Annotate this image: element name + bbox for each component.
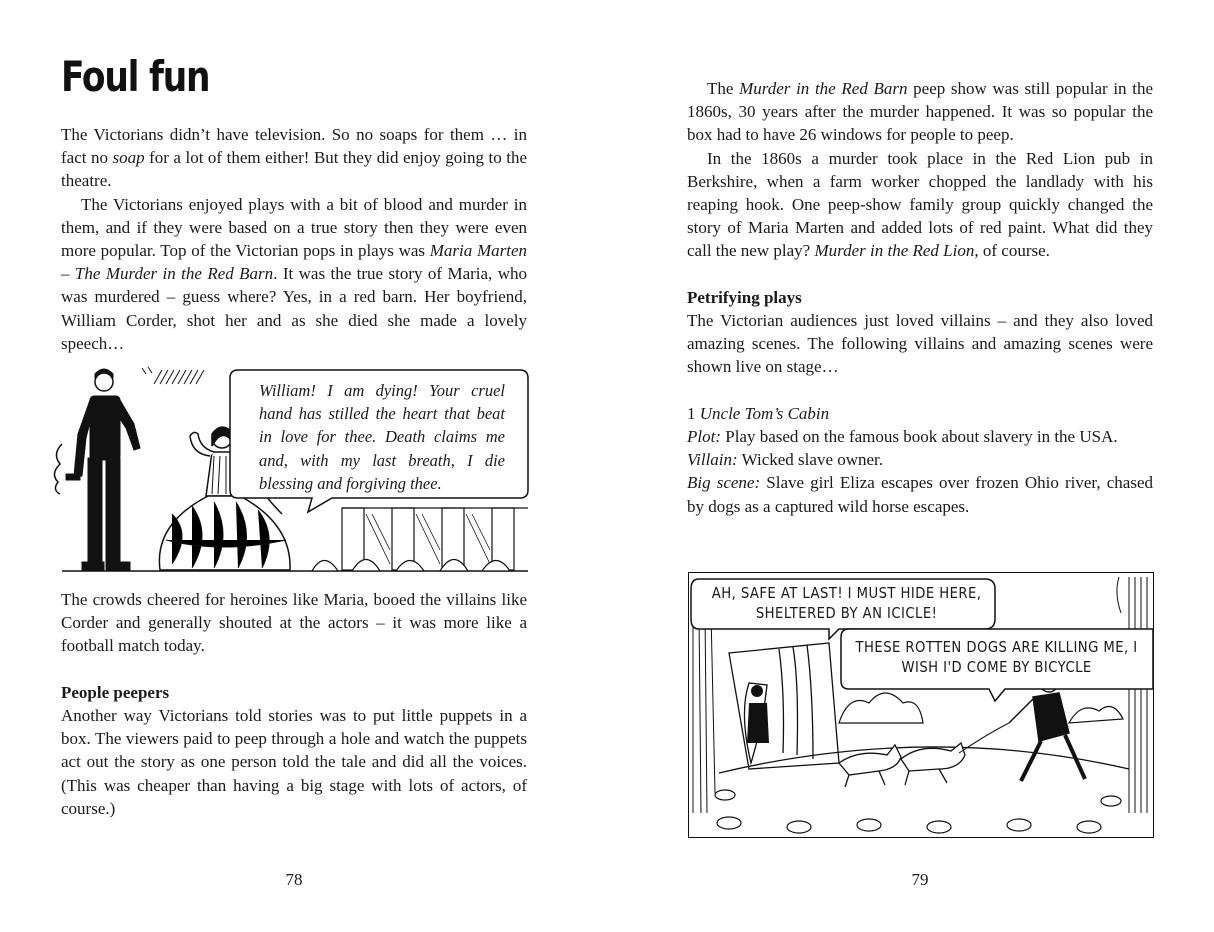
- red-barn-peep-show-paragraph: The Murder in the Red Barn peep show was still popular in the 1860s, 30 years after the murder happened. It was so popular the box had to have 26 windows for people to peep.: [687, 79, 1153, 145]
- item-title: 1 Uncle Tom’s Cabin: [687, 403, 830, 423]
- right-page: [607, 0, 1214, 932]
- page-title: Foul fun: [61, 52, 210, 101]
- maria-marten-illustration: [42, 364, 530, 576]
- maria-marten-paragraph: The Victorians enjoyed plays with a bit of blood and murder in them, and if they were based on a true story then they were even more popular. Top of the Victorian pops in plays was Maria Marten – The Murder in the Red Barn. It was the true story of Maria, who was murdered – guess where? Yes, in a red barn. Her boyfriend, William Corder, shot her and as she died she made a lovely speech…: [61, 194, 527, 353]
- dogs: [839, 743, 965, 787]
- crowds-paragraph: The crowds cheered for heroines like Maria, booed the villains like Corder and generally shouted at the actors – it was more like a football match today.: [61, 590, 527, 656]
- speech-bubble-1-text: AH, SAFE AT LAST! I MUST HIDE HERE, SHELTERED BY AN ICICLE!: [711, 584, 982, 622]
- uncle-toms-cabin-comic-panel: [688, 572, 1154, 838]
- speech-bubble-2-text: THESE ROTTEN DOGS ARE KILLING ME, I WISH I'D COME BY BICYCLE: [855, 638, 1138, 676]
- big-scene-line: Big scene: Slave girl Eliza escapes over frozen Ohio river, chased by dogs as a captured wild horse escapes.: [687, 473, 1153, 516]
- plot-line: Plot: Play based on the famous book about slavery in the USA.: [687, 427, 1118, 447]
- petrifying-plays-paragraph: The Victorian audiences just loved villains – and they also loved amazing scenes. The following villains and amazing scenes were shown live on stage…: [687, 311, 1153, 377]
- left-text-top: [61, 123, 527, 355]
- red-lion-paragraph: In the 1860s a murder took place in the Red Lion pub in Berkshire, when a farm worker chopped the landlady with his reaping hook. One peep-show family group quickly changed the story of Maria Marten and added lots of red paint. What did they call the new play? Murder in the Red Lion, of course.: [687, 148, 1153, 261]
- right-text: [687, 77, 1153, 518]
- intro-paragraph: The Victorians didn’t have television. So no soaps for them … in fact no soap for a lot of them either! But they did enjoy going to the theatre.: [61, 125, 527, 191]
- peepers-paragraph: Another way Victorians told stories was to put little puppets in a box. The viewers paid to peep through a hole and watch the puppets act out the story as one person told the tale and did all the voices. (This was cheaper than having a big stage with lots of actors, of course.): [61, 706, 527, 818]
- villain-line: Villain: Wicked slave owner.: [687, 450, 884, 470]
- villain-figure: [54, 369, 140, 570]
- left-text-bottom: [61, 588, 527, 820]
- petrifying-plays-heading: Petrifying plays: [687, 287, 802, 307]
- page-number-79: 79: [911, 870, 929, 889]
- maria-speech-text: William! I am dying! Your cruel hand has stilled the heart that beat in love for thee. Death claims me and, with my last breath, I die blessing and forgiving thee.: [259, 381, 505, 493]
- page-number-78: 78: [285, 870, 303, 889]
- people-peepers-heading: People peepers: [61, 682, 170, 702]
